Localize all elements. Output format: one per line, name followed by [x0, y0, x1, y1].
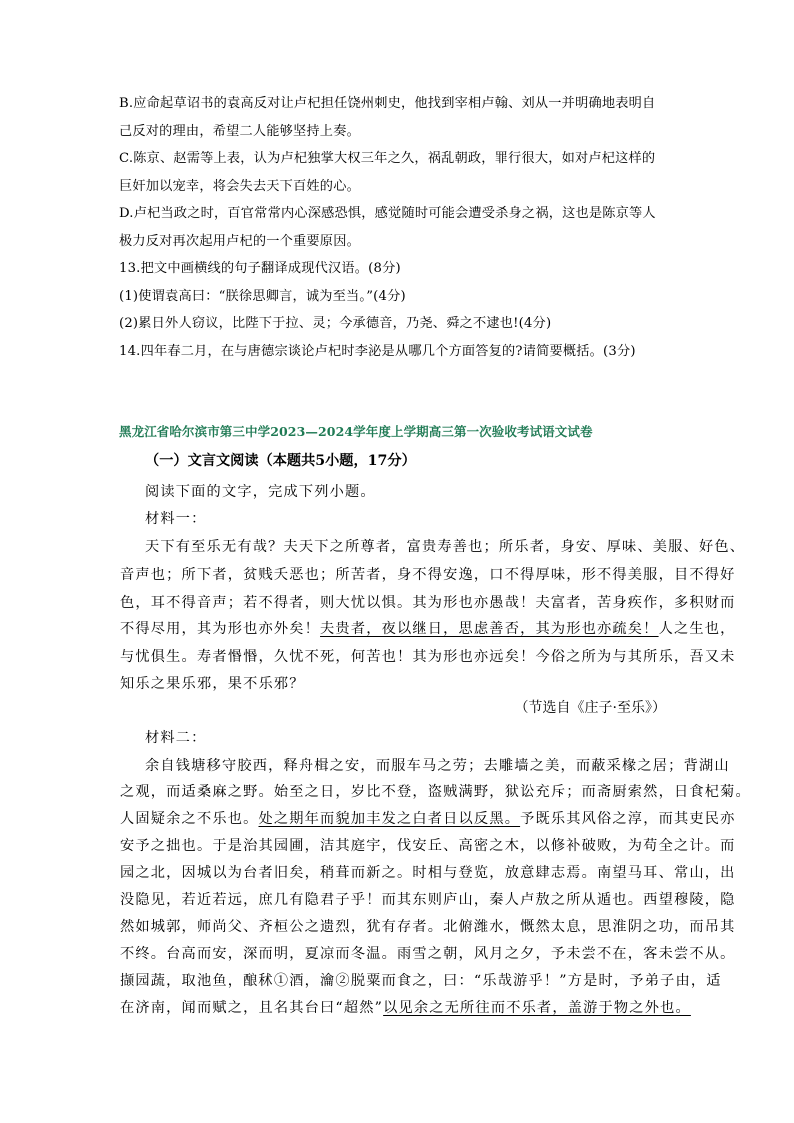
option-d-line1: D.卢杞当政之时，百官常常内心深感恐惧，感觉随时可能会遭受杀身之祸，这也是陈京等人 [119, 206, 656, 221]
material1-line: 知乐之果乐邪，果不乐邪？ [120, 676, 305, 692]
material1-label: 材料一： [145, 511, 207, 527]
option-b-line1: B.应命起草诏书的袁高反对让卢杞担任饶州刺史，他找到宰相卢翰、刘从一并明确地表明自 [119, 96, 656, 111]
material1-text: 人之生也， [658, 621, 736, 637]
material2-line: 余自钱塘移守胶西，释舟楫之安，而服车马之劳；去雕墙之美，而蔽采椽之居；背湖山 [145, 758, 730, 774]
material2-line [120, 805, 736, 833]
material2-line [120, 994, 691, 1022]
material2-line: 不终。台高而安，深而明，夏凉而冬温。雨雪之朝，风月之夕，予未尝不在，客未尝不从。 [120, 946, 736, 962]
underlined-sentence: 处之期年而貌加丰发之白者日以反黑。 [258, 811, 521, 827]
question-14: 14.四年春二月，在与唐德宗谈论卢杞时李泌是从哪几个方面答复的?请简要概括。(3分) [119, 344, 636, 359]
question-13-part2: (2)累日外人窃议，比陛下于拉、灵；今承德音，乃尧、舜之不逮也!(4分) [119, 316, 552, 331]
material1-line: 天下有至乐无有哉？夫天下之所尊者，富贵寿善也；所乐者，身安、厚味、美服、好色、 [145, 539, 746, 555]
material1-line: 与忧俱生。寿者惽惽，久忧不死，何苦也！其为形也亦远矣！今俗之所为与其所乐，吾又未 [120, 649, 736, 665]
exam-source-title: 黑龙江省哈尔滨市第三中学2023—2024学年度上学期高三第一次验收考试语文试卷 [119, 424, 593, 439]
material1-text: 不得尽用，其为形也亦外矣！ [120, 621, 321, 637]
material1-line: 色，耳不得音声；若不得者，则大忧以惧。其为形也亦愚哉！夫富者，苦身疾作，多积财而 [120, 595, 736, 611]
material1-line: 音声也；所下者，贫贱夭恶也；所苦者，身不得安逸，口不得厚味，形不得美服，目不得好 [120, 567, 736, 583]
option-c-line2: 巨奸加以宠幸，将会失去天下百姓的心。 [119, 179, 360, 194]
material2-text: 人固疑余之不乐也。 [120, 811, 259, 827]
underlined-sentence: 以见余之无所往而不乐者，盖游于物之外也。 [383, 1000, 691, 1016]
option-d-line2: 极力反对再次起用卢杞的一个重要原因。 [119, 234, 360, 249]
material1-line [120, 615, 736, 643]
question-13-part1: (1)使谓袁高曰：“朕徐思卿言，诚为至当。”(4分) [119, 289, 406, 304]
material2-line: 之观，而适桑麻之野。始至之日，岁比不登，盗贼满野，狱讼充斥；而斋厨索然，日食杞菊。 [120, 784, 751, 800]
instruction: 阅读下面的文字，完成下列小题。 [145, 484, 376, 500]
option-b-line2: 己反对的理由，希望二人能够坚持上奏。 [119, 124, 360, 139]
material2-text: 在济南，闻而赋之，且名其台曰“超然” [120, 1000, 384, 1016]
material2-line: 然如城郭，师尚父、齐桓公之遗烈，犹有存者。北俯潍水，慨然太息，思淮阴之功，而吊其 [120, 919, 736, 935]
section-heading: （一）文言文阅读（本题共5小题，17分） [145, 453, 416, 469]
material2-line: 撷园蔬，取池鱼，酿秫①酒，瀹②脱粟而食之，曰：“乐哉游乎！”方是时，予弟子由，适 [120, 973, 722, 989]
material2-line: 安予之拙也。于是治其园圃，洁其庭宇，伐安丘、高密之木，以修补破败，为苟全之计。而 [120, 838, 736, 854]
material2-text: 予既乐其风俗之淳，而其吏民亦 [520, 811, 736, 827]
material2-line: 园之北，因城以为台者旧矣，稍葺而新之。时相与登览，放意肆志焉。南望马耳、常山，出 [120, 865, 736, 881]
option-c-line1: C.陈京、赵需等上表，认为卢杞独掌大权三年之久，祸乱朝政，罪行很大，如对卢杞这样的 [119, 151, 656, 166]
citation: （节选自《庄子·至乐》） [514, 700, 666, 716]
material2-label: 材料二： [145, 730, 207, 746]
question-13: 13.把文中画横线的句子翻译成现代汉语。(8分) [119, 261, 401, 276]
material2-line: 没隐见，若近若远，庶几有隐君子乎！而其东则庐山，秦人卢敖之所从遁也。西望穆陵，隐 [120, 892, 736, 908]
underlined-sentence: 夫贵者，夜以继日，思虑善否，其为形也亦疏矣！ [320, 621, 659, 637]
